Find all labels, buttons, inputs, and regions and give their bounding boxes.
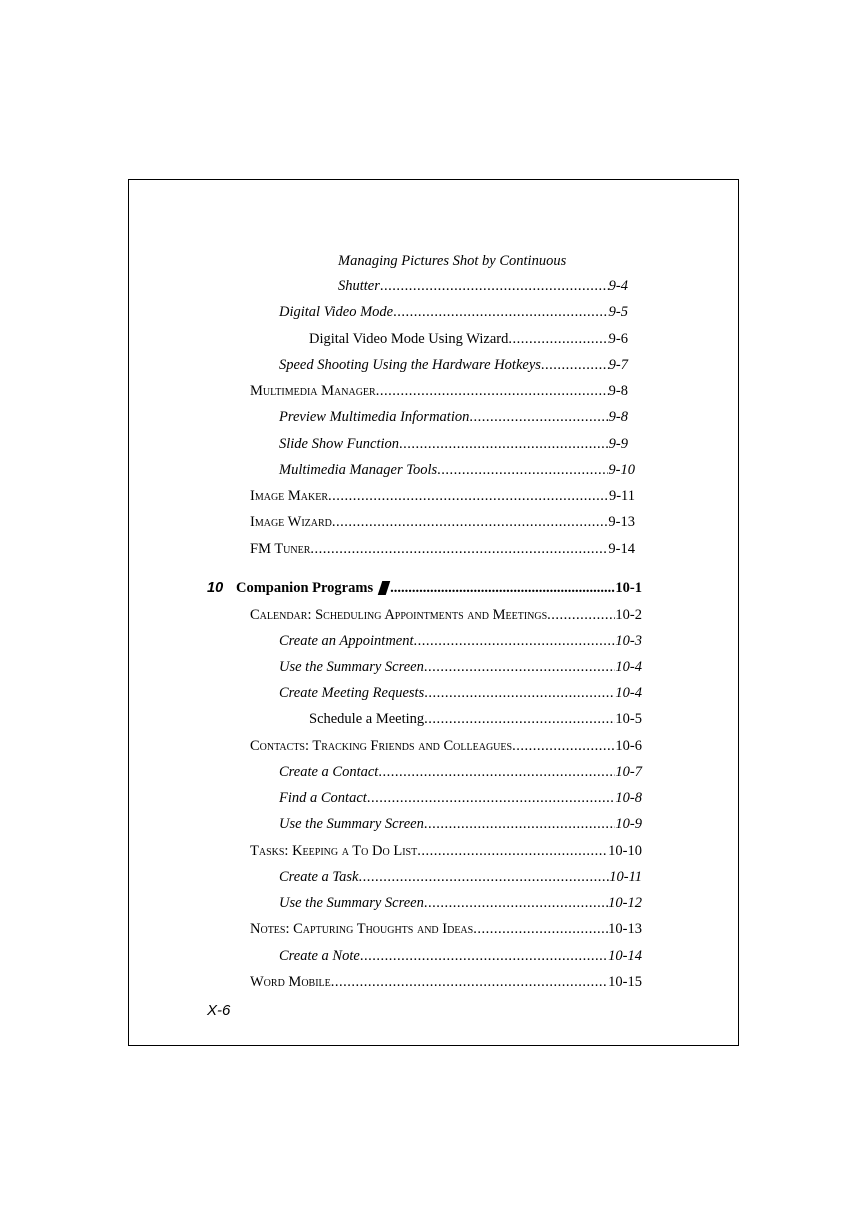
leader-dots bbox=[424, 894, 608, 912]
toc-page-number: 10-9 bbox=[615, 816, 642, 832]
toc-entry-title: Calendar: Scheduling Appointments and Meetings bbox=[250, 607, 548, 623]
toc-entry-title: Word Mobile bbox=[250, 974, 331, 990]
toc-entry-summary-screen-calendar[interactable] bbox=[279, 658, 642, 676]
toc-entry-calendar[interactable] bbox=[250, 606, 642, 624]
toc-page-number: 9-9 bbox=[608, 436, 628, 452]
toc-entry-title: Image Wizard bbox=[250, 514, 332, 530]
leader-dots bbox=[424, 710, 615, 728]
toc-entry-title: Multimedia Manager bbox=[250, 383, 376, 399]
toc-entry-multimedia-manager[interactable] bbox=[250, 382, 628, 400]
toc-entry-title: Create a Note bbox=[279, 948, 360, 964]
toc-page-number: 10-13 bbox=[608, 921, 642, 937]
toc-page-number: 10-6 bbox=[615, 738, 642, 754]
toc-entry-title: Tasks: Keeping a To Do List bbox=[250, 843, 418, 859]
toc-entry-find-contact[interactable] bbox=[279, 789, 642, 807]
toc-entry-summary-screen-contacts[interactable] bbox=[279, 815, 642, 833]
toc-entry-title: Digital Video Mode Using Wizard bbox=[309, 331, 509, 347]
leader-dots bbox=[360, 947, 608, 965]
toc-entry-meeting-requests[interactable] bbox=[279, 684, 642, 702]
leader-dots bbox=[508, 330, 608, 348]
toc-page-number: 10-11 bbox=[609, 869, 642, 885]
toc-entry-create-task[interactable] bbox=[279, 868, 642, 886]
leader-dots bbox=[328, 487, 609, 505]
toc-entry-title: Digital Video Mode bbox=[279, 304, 394, 320]
toc-entry-fm-tuner[interactable] bbox=[250, 540, 635, 558]
leader-dots bbox=[399, 435, 609, 453]
toc-entry-digital-video-mode[interactable] bbox=[279, 303, 628, 321]
leader-dots bbox=[424, 658, 616, 676]
toc-page-number: 9-14 bbox=[608, 541, 635, 557]
leader-dots bbox=[414, 632, 616, 650]
toc-entry-digital-video-wizard[interactable] bbox=[309, 330, 628, 348]
toc-entry-summary-screen-tasks[interactable] bbox=[279, 894, 642, 912]
toc-entry-contacts[interactable] bbox=[250, 737, 642, 755]
toc-entry-create-appointment[interactable] bbox=[279, 632, 642, 650]
toc-entry-shutter[interactable] bbox=[338, 277, 628, 295]
leader-dots bbox=[378, 763, 615, 781]
toc-entry-image-wizard[interactable] bbox=[250, 513, 635, 531]
page-folio: X-6 bbox=[207, 1002, 231, 1019]
toc-page-number: 10-14 bbox=[608, 948, 642, 964]
toc-entry-title: Create an Appointment bbox=[279, 633, 414, 649]
toc-entry-title: Create a Task bbox=[279, 869, 359, 885]
toc-page-number: 9-4 bbox=[608, 278, 628, 294]
toc-entry-title: Multimedia Manager Tools bbox=[279, 462, 438, 478]
toc-page-number: 9-8 bbox=[608, 409, 628, 425]
toc-entry-preview-multimedia[interactable] bbox=[279, 408, 628, 426]
toc-page-number: 10-10 bbox=[608, 843, 642, 859]
chapter-number: 10 bbox=[207, 580, 224, 596]
leader-dots bbox=[512, 737, 615, 755]
toc-entry-slide-show[interactable] bbox=[279, 435, 628, 453]
toc-entry-title: Find a Contact bbox=[279, 790, 367, 806]
toc-page-number: 9-7 bbox=[608, 357, 628, 373]
leader-dots bbox=[417, 842, 608, 860]
leader-dots bbox=[376, 382, 609, 400]
toc-page-number: 9-8 bbox=[608, 383, 628, 399]
toc-page-number: 9-13 bbox=[608, 514, 635, 530]
toc-entry-title: Create a Contact bbox=[279, 764, 379, 780]
leader-dots bbox=[367, 789, 616, 807]
toc-entry-title: Create Meeting Requests bbox=[279, 685, 425, 701]
toc-entry-title: Contacts: Tracking Friends and Colleagues bbox=[250, 738, 513, 754]
leader-dots bbox=[437, 461, 608, 479]
toc-page-number: 10-4 bbox=[615, 685, 642, 701]
toc-page-number: 10-7 bbox=[615, 764, 642, 780]
toc-continued-title: Managing Pictures Shot by Continuous bbox=[338, 253, 567, 269]
toc-entry-word-mobile[interactable] bbox=[250, 973, 642, 991]
leader-dots bbox=[424, 684, 615, 702]
toc-page-number: 9-5 bbox=[608, 304, 628, 320]
leader-dots bbox=[380, 277, 609, 295]
toc-chapter-10[interactable] bbox=[207, 579, 642, 597]
leader-dots bbox=[424, 815, 616, 833]
leader-dots bbox=[310, 540, 608, 558]
leader-dots bbox=[331, 973, 608, 991]
leader-dots bbox=[541, 356, 609, 374]
toc-entry-title: Use the Summary Screen bbox=[279, 895, 424, 911]
toc-entry-title: Shutter bbox=[338, 278, 380, 294]
leader-dots bbox=[469, 408, 608, 426]
toc-entry-title: Slide Show Function bbox=[279, 436, 400, 452]
toc-entry-title: Preview Multimedia Information bbox=[279, 409, 470, 425]
toc-page-number: 9-11 bbox=[608, 488, 635, 504]
toc-entry-title: FM Tuner bbox=[250, 541, 311, 557]
leader-dots bbox=[332, 513, 609, 531]
leader-dots bbox=[359, 868, 610, 886]
toc-entry-title: Speed Shooting Using the Hardware Hotkeys bbox=[279, 357, 541, 373]
leader-dots bbox=[390, 579, 615, 597]
toc-page-number: 9-10 bbox=[608, 462, 635, 478]
toc-entry-title: Use the Summary Screen bbox=[279, 659, 424, 675]
toc-entry-multimedia-tools[interactable] bbox=[279, 461, 635, 479]
toc-entry-create-contact[interactable] bbox=[279, 763, 642, 781]
toc-page-number: 10-8 bbox=[615, 790, 642, 806]
toc-page-number: 10-15 bbox=[608, 974, 642, 990]
toc-page-number: 10-4 bbox=[615, 659, 642, 675]
toc-entry-title: Schedule a Meeting bbox=[309, 711, 425, 727]
toc-page-number: 10-3 bbox=[615, 633, 642, 649]
chapter-marker-icon bbox=[378, 581, 391, 595]
toc-entry-title: Use the Summary Screen bbox=[279, 816, 424, 832]
leader-dots bbox=[393, 303, 609, 321]
toc-entry-title: Image Maker bbox=[250, 488, 329, 504]
chapter-title: Companion Programs bbox=[236, 580, 374, 596]
toc-entry-tasks[interactable] bbox=[250, 842, 642, 860]
toc-page-number: 10-5 bbox=[615, 711, 642, 727]
toc-page-number: 10-12 bbox=[608, 895, 642, 911]
toc-entry-notes[interactable] bbox=[250, 920, 642, 938]
toc-entry-create-note[interactable] bbox=[279, 947, 642, 965]
leader-dots bbox=[547, 606, 615, 624]
toc-page-number: 9-6 bbox=[608, 331, 628, 347]
toc-entry-image-maker[interactable] bbox=[250, 487, 635, 505]
leader-dots bbox=[473, 920, 608, 938]
toc-page-number: 10-1 bbox=[615, 580, 642, 596]
toc-page-number: 10-2 bbox=[615, 607, 642, 623]
toc-entry-title: Notes: Capturing Thoughts and Ideas bbox=[250, 921, 474, 937]
toc-entry-schedule-meeting[interactable] bbox=[309, 710, 642, 728]
toc-entry-speed-shooting[interactable] bbox=[279, 356, 628, 374]
